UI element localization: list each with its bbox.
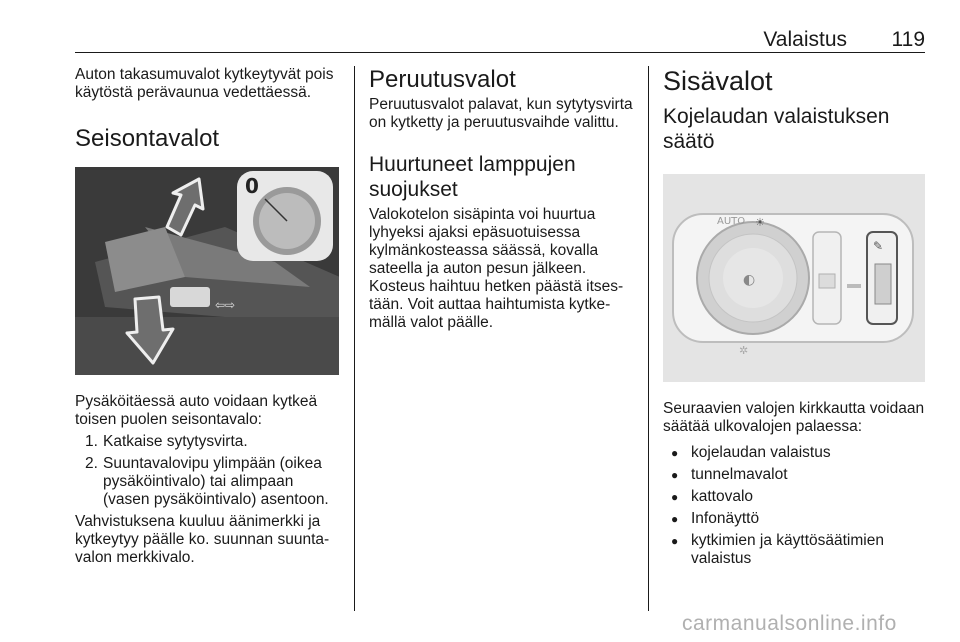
list-item <box>663 488 928 506</box>
bullet-text: kytkimien ja käyttösäätimien valaistus <box>691 532 884 567</box>
bullet-icon: ● <box>671 468 679 482</box>
column-middle <box>369 66 637 332</box>
list-item <box>663 532 928 568</box>
column-left <box>75 66 343 567</box>
confirmation-text: Vahvistuksena kuuluu äänimerkki ja kytkeytyy päälle ko. suunnan suuntavalon merkkivalo. <box>75 513 330 566</box>
dashboard-dimming-heading: Kojelaudan valaistuksen säätö <box>663 105 890 153</box>
intro-text: Auton takasumuvalot kytkeytyvät pois käytöstä perävaunua vedettäessä. <box>75 66 334 101</box>
list-item <box>75 455 343 509</box>
bullet-text: kattovalo <box>691 488 754 505</box>
svg-text:☀: ☀ <box>755 216 765 229</box>
bullet-icon: ● <box>671 446 679 460</box>
watermark: carmanualsonline.info <box>682 612 897 635</box>
auto-label: AUTO <box>717 216 746 227</box>
bullet-icon: ● <box>671 512 679 526</box>
svg-text:✎: ✎ <box>873 239 884 253</box>
bullet-icon: ● <box>671 490 679 504</box>
brightness-intro-text: Seuraavien valojen kirkkautta voidaan säätää ulkovalojen palaessa: <box>663 400 925 435</box>
column-right <box>663 66 928 572</box>
parking-lights-heading: Seisontavalot <box>75 125 220 152</box>
list-item <box>663 444 928 462</box>
column-divider-1 <box>354 66 355 611</box>
column-divider-2 <box>648 66 649 611</box>
list-item <box>663 466 928 484</box>
step-text: Katkaise sytytysvirta. <box>103 433 248 450</box>
header-rule <box>75 52 925 53</box>
reversing-lights-heading: Peruutusvalot <box>369 66 516 93</box>
fogged-covers-text: Valokotelon sisäpinta voi huurtua lyhyeksi ajaksi epäsuotuisessa kylmänkosteassa säässä, kovalla sateella ja auton pesun jälkeen. Kosteus haihtuu hetken päästä itsestään. Voit auttaa haihtumista kytkemällä valot päälle. <box>369 206 624 331</box>
list-item <box>663 510 928 528</box>
light-switch-figure <box>663 174 925 382</box>
step-number: 1. <box>85 433 98 450</box>
light-switch-illustration <box>663 174 925 382</box>
figure-label-zero: 0 <box>245 174 259 198</box>
interior-lights-heading: Sisävalot <box>663 66 773 96</box>
step-text: Suuntavalovipu ylimpään (oikea pysäköintivalo) tai alimpaan (vasen pysäköintivalo) asentoon. <box>103 455 329 508</box>
page-number: 119 <box>891 28 925 51</box>
svg-text:✲: ✲ <box>739 344 749 357</box>
svg-text:◐: ◐ <box>743 272 756 288</box>
bullet-icon: ● <box>671 534 679 548</box>
page-header <box>75 28 925 52</box>
svg-text:⇦⇨: ⇦⇨ <box>215 298 236 312</box>
brightness-list <box>663 444 928 568</box>
bullet-text: Infonäyttö <box>691 510 760 527</box>
reversing-lights-text: Peruutusvalot palavat, kun sytytysvirta on kytketty ja peruutusvaihde valittu. <box>369 96 633 131</box>
step-number: 2. <box>85 455 98 472</box>
parking-steps-list <box>75 433 343 509</box>
turn-signal-lever-illustration <box>75 167 339 375</box>
parking-intro-text: Pysäköitäessä auto voidaan kytkeä toisen puolen seisontavalo: <box>75 393 318 428</box>
turn-signal-lever-figure <box>75 167 339 375</box>
list-item <box>75 433 343 451</box>
fogged-covers-heading: Huurtuneet lamppujen suojukset <box>369 153 576 201</box>
bullet-text: tunnelmavalot <box>691 466 788 483</box>
bullet-text: kojelaudan valaistus <box>691 444 831 461</box>
section-title: Valaistus <box>763 28 847 51</box>
